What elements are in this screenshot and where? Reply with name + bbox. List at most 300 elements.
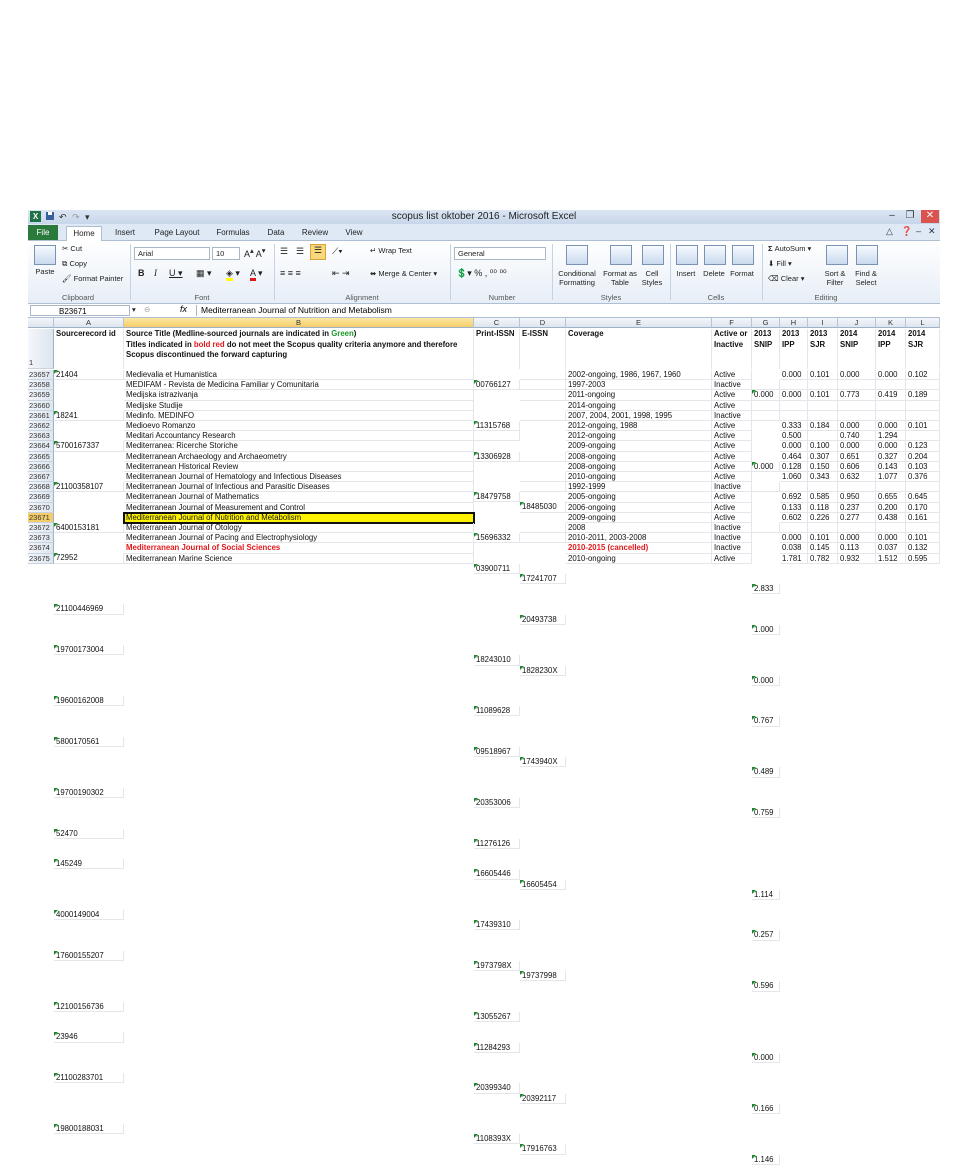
cell-l[interactable]: 0.189: [906, 390, 940, 400]
cell-h[interactable]: [780, 401, 808, 411]
cell-i[interactable]: [808, 431, 838, 441]
cell-i[interactable]: 0.226: [808, 513, 838, 523]
header-cell-a[interactable]: Sourcerecord id: [54, 329, 124, 369]
cell-c[interactable]: 11315768: [474, 421, 520, 431]
italic-icon[interactable]: I: [154, 268, 157, 278]
fill-color-icon[interactable]: ◈ ▾: [226, 268, 240, 279]
cell-b[interactable]: Mediterranean Journal of Infectious and Parasitic Diseases: [124, 482, 474, 492]
cell-f[interactable]: Active: [712, 421, 752, 431]
cell-k[interactable]: 1.512: [876, 554, 906, 564]
tab-view[interactable]: View: [345, 228, 363, 237]
cell-a[interactable]: 52470: [54, 829, 124, 839]
cell-d[interactable]: 17241707: [520, 574, 566, 584]
cell-b[interactable]: Mediterranean Journal of Social Sciences: [124, 543, 474, 553]
cell-b[interactable]: Medioevo Romanzo: [124, 421, 474, 431]
cell-i[interactable]: 0.343: [808, 472, 838, 482]
wrap-text-button[interactable]: [370, 246, 412, 255]
cell-a[interactable]: 19600162008: [54, 696, 124, 706]
cell-k[interactable]: 1.294: [876, 431, 906, 441]
cell-j[interactable]: 0.606: [838, 462, 876, 472]
column-header-c[interactable]: C: [474, 318, 520, 328]
formula-cancel-icon[interactable]: ⊖: [144, 305, 151, 314]
row-header[interactable]: 23674: [28, 543, 54, 553]
cell-e[interactable]: 2009-ongoing: [566, 513, 712, 523]
cell-h[interactable]: 0.038: [780, 543, 808, 553]
cell-h[interactable]: 0.692: [780, 492, 808, 502]
cell-b[interactable]: Medijska istrazivanja: [124, 390, 474, 400]
cell-h[interactable]: [780, 411, 808, 421]
cell-e[interactable]: 2002-ongoing, 1986, 1967, 1960: [566, 370, 712, 380]
cell-k[interactable]: 0.419: [876, 390, 906, 400]
cell-f[interactable]: Active: [712, 554, 752, 564]
cell-c[interactable]: 03900711: [474, 564, 520, 574]
cell-e[interactable]: 2008: [566, 523, 712, 533]
cell-f[interactable]: Inactive: [712, 523, 752, 533]
row-header[interactable]: 23669: [28, 492, 54, 502]
tab-formulas[interactable]: Formulas: [216, 228, 250, 237]
cell-j[interactable]: [838, 380, 876, 390]
cell-f[interactable]: Inactive: [712, 411, 752, 421]
row-header[interactable]: 23662: [28, 421, 54, 431]
cell-l[interactable]: 0.376: [906, 472, 940, 482]
column-header-l[interactable]: L: [906, 318, 940, 328]
tab-home[interactable]: Home: [66, 226, 102, 241]
cell-f[interactable]: Active: [712, 370, 752, 380]
cell-g[interactable]: [752, 411, 780, 421]
cell-j[interactable]: 0.000: [838, 441, 876, 451]
cell-l[interactable]: [906, 431, 940, 441]
cell-j[interactable]: 0.113: [838, 543, 876, 553]
cell-d[interactable]: [520, 482, 566, 492]
cell-l[interactable]: 0.170: [906, 503, 940, 513]
find-select-button[interactable]: Find & Select: [855, 269, 877, 287]
workbook-minimize-icon[interactable]: –: [916, 226, 922, 236]
workbook-close-icon[interactable]: ✕: [928, 226, 936, 236]
header-cell-l[interactable]: 2014 SJR: [906, 329, 940, 369]
orientation-icon[interactable]: ⟋▾: [332, 246, 343, 256]
format-as-table-button[interactable]: Format as Table: [603, 269, 637, 287]
cell-f[interactable]: Active: [712, 472, 752, 482]
cell-a[interactable]: 5800170561: [54, 737, 124, 747]
row-header[interactable]: 23658: [28, 380, 54, 390]
tab-review[interactable]: Review: [301, 228, 329, 237]
cell-f[interactable]: Active: [712, 492, 752, 502]
insert-function-icon[interactable]: fx: [180, 304, 188, 314]
cell-a[interactable]: 12100156736: [54, 1002, 124, 1012]
cell-i[interactable]: [808, 523, 838, 533]
cell-b[interactable]: Mediterranean Historical Review: [124, 462, 474, 472]
cell-k[interactable]: 0.000: [876, 370, 906, 380]
paste-icon[interactable]: [34, 245, 56, 265]
cell-f[interactable]: Inactive: [712, 543, 752, 553]
cell-a[interactable]: 21100446969: [54, 604, 124, 614]
cell-i[interactable]: 0.585: [808, 492, 838, 502]
cut-button[interactable]: [62, 244, 82, 253]
cell-j[interactable]: 0.932: [838, 554, 876, 564]
column-header-i[interactable]: I: [808, 318, 838, 328]
name-box[interactable]: B23671: [30, 305, 130, 316]
cell-c[interactable]: 1108393X: [474, 1134, 520, 1144]
cell-i[interactable]: [808, 411, 838, 421]
column-header-j[interactable]: J: [838, 318, 876, 328]
cell-k[interactable]: [876, 523, 906, 533]
cell-b[interactable]: Mediterranean Journal of Pacing and Electrophysiology: [124, 533, 474, 543]
format-cells-button[interactable]: Format: [730, 269, 754, 278]
cell-c[interactable]: [474, 431, 520, 441]
customize-qat-icon[interactable]: ▾: [85, 212, 90, 222]
cell-c[interactable]: 1973798X: [474, 961, 520, 971]
cell-f[interactable]: Active: [712, 513, 752, 523]
delete-cells-button[interactable]: Delete: [703, 269, 725, 278]
cell-styles-icon[interactable]: [642, 245, 664, 265]
cell-j[interactable]: [838, 482, 876, 492]
cell-g[interactable]: [752, 380, 780, 390]
cell-c[interactable]: 15696332: [474, 533, 520, 543]
cell-j[interactable]: 0.000: [838, 370, 876, 380]
cell-c[interactable]: 13306928: [474, 452, 520, 462]
cell-j[interactable]: [838, 411, 876, 421]
cell-h[interactable]: 0.464: [780, 452, 808, 462]
indent-icon[interactable]: ⇤ ⇥: [332, 268, 350, 278]
cell-c[interactable]: 20353006: [474, 798, 520, 808]
cell-b[interactable]: Mediterranea: Ricerche Storiche: [124, 441, 474, 451]
cell-k[interactable]: [876, 380, 906, 390]
cell-e[interactable]: 2006-ongoing: [566, 503, 712, 513]
cell-b[interactable]: Mediterranean Journal of Otology: [124, 523, 474, 533]
font-size-select[interactable]: 10: [212, 247, 240, 260]
header-cell-j[interactable]: 2014 SNIP: [838, 329, 876, 369]
cell-j[interactable]: 0.773: [838, 390, 876, 400]
cell-d[interactable]: [520, 452, 566, 462]
cell-g[interactable]: 0.759: [752, 808, 780, 818]
tab-insert[interactable]: Insert: [114, 228, 135, 237]
cell-b[interactable]: Mediterranean Journal of Mathematics: [124, 492, 474, 502]
row-header[interactable]: 23670: [28, 503, 54, 513]
cell-e[interactable]: 2010-ongoing: [566, 472, 712, 482]
cell-e[interactable]: 2010-ongoing: [566, 554, 712, 564]
cell-g[interactable]: 0.257: [752, 930, 780, 940]
format-as-table-icon[interactable]: [610, 245, 632, 265]
cell-i[interactable]: [808, 482, 838, 492]
cell-l[interactable]: [906, 411, 940, 421]
cell-j[interactable]: [838, 401, 876, 411]
cell-j[interactable]: 0.950: [838, 492, 876, 502]
cell-k[interactable]: 0.327: [876, 452, 906, 462]
cell-a[interactable]: 17600155207: [54, 951, 124, 961]
cell-g[interactable]: 2.833: [752, 584, 780, 594]
cell-i[interactable]: 0.100: [808, 441, 838, 451]
header-cell-h[interactable]: 2013 IPP: [780, 329, 808, 369]
cell-k[interactable]: 0.037: [876, 543, 906, 553]
header-cell-c[interactable]: Print-ISSN: [474, 329, 520, 369]
cell-k[interactable]: [876, 401, 906, 411]
column-header-f[interactable]: F: [712, 318, 752, 328]
cell-l[interactable]: 0.101: [906, 533, 940, 543]
cell-b[interactable]: Medinfo. MEDINFO: [124, 411, 474, 421]
cell-l[interactable]: 0.102: [906, 370, 940, 380]
cell-h[interactable]: 0.602: [780, 513, 808, 523]
cell-g[interactable]: 0.489: [752, 767, 780, 777]
sort-filter-button[interactable]: Sort & Filter: [824, 269, 846, 287]
cell-g[interactable]: 1.146: [752, 1155, 780, 1165]
cell-j[interactable]: 0.632: [838, 472, 876, 482]
cell-i[interactable]: 0.101: [808, 370, 838, 380]
cell-e[interactable]: 2012-ongoing: [566, 431, 712, 441]
cell-k[interactable]: [876, 482, 906, 492]
row-header[interactable]: 23672: [28, 523, 54, 533]
header-cell-k[interactable]: 2014 IPP: [876, 329, 906, 369]
cell-g[interactable]: [752, 401, 780, 411]
cell-g[interactable]: 1.000: [752, 625, 780, 635]
cell-c[interactable]: 20399340: [474, 1083, 520, 1093]
row-header[interactable]: 23660: [28, 401, 54, 411]
tab-file[interactable]: File: [28, 225, 58, 240]
fill-button[interactable]: ⬇ Fill ▾: [768, 259, 792, 268]
cell-g[interactable]: 0.166: [752, 1104, 780, 1114]
cell-e[interactable]: 2005-ongoing: [566, 492, 712, 502]
cell-f[interactable]: Active: [712, 503, 752, 513]
cell-k[interactable]: [876, 411, 906, 421]
cell-i[interactable]: 0.184: [808, 421, 838, 431]
cell-h[interactable]: 0.333: [780, 421, 808, 431]
cell-b[interactable]: Mediterranean Journal of Nutrition and Metabolism: [124, 513, 474, 523]
cell-i[interactable]: 0.150: [808, 462, 838, 472]
cell-d[interactable]: [520, 370, 566, 380]
cell-i[interactable]: 0.782: [808, 554, 838, 564]
cell-g[interactable]: 1.114: [752, 890, 780, 900]
cell-g[interactable]: [752, 482, 780, 492]
undo-icon[interactable]: ↶: [59, 212, 67, 222]
cell-k[interactable]: 0.438: [876, 513, 906, 523]
cell-d[interactable]: [520, 390, 566, 400]
minimize-ribbon-icon[interactable]: △: [886, 226, 893, 236]
column-header-h[interactable]: H: [780, 318, 808, 328]
cell-i[interactable]: [808, 380, 838, 390]
cell-j[interactable]: [838, 523, 876, 533]
cell-b[interactable]: Medievalia et Humanistica: [124, 370, 474, 380]
cell-g[interactable]: 0.596: [752, 981, 780, 991]
cell-a[interactable]: 21100283701: [54, 1073, 124, 1083]
row-header[interactable]: 23664: [28, 441, 54, 451]
cell-d[interactable]: 16605454: [520, 880, 566, 890]
insert-cells-button[interactable]: Insert: [676, 269, 696, 278]
name-box-dropdown-icon[interactable]: ▾: [132, 305, 136, 314]
cell-k[interactable]: 1.077: [876, 472, 906, 482]
cell-b[interactable]: Mediterranean Marine Science: [124, 554, 474, 564]
cell-e[interactable]: 2007, 2004, 2001, 1998, 1995: [566, 411, 712, 421]
cell-j[interactable]: 0.740: [838, 431, 876, 441]
underline-icon[interactable]: U ▾: [169, 268, 183, 278]
find-select-icon[interactable]: [856, 245, 878, 265]
cell-l[interactable]: [906, 380, 940, 390]
row-header[interactable]: 23663: [28, 431, 54, 441]
cell-a[interactable]: 21100358107: [54, 482, 124, 492]
cell-l[interactable]: 0.101: [906, 421, 940, 431]
cell-d[interactable]: [520, 411, 566, 421]
cell-j[interactable]: 0.000: [838, 421, 876, 431]
column-header-e[interactable]: E: [566, 318, 712, 328]
row-header[interactable]: 23671: [28, 513, 54, 523]
cell-e[interactable]: 2014-ongoing: [566, 401, 712, 411]
delete-cells-icon[interactable]: [704, 245, 726, 265]
header-cell-b[interactable]: [124, 329, 474, 369]
cell-h[interactable]: 0.000: [780, 390, 808, 400]
cell-c[interactable]: 11276126: [474, 839, 520, 849]
cell-h[interactable]: 0.128: [780, 462, 808, 472]
cell-b[interactable]: Mediterranean Journal of Hematology and Infectious Diseases: [124, 472, 474, 482]
cell-a[interactable]: 23946: [54, 1032, 124, 1042]
cell-b[interactable]: Mediterranean Archaeology and Archaeometry: [124, 452, 474, 462]
row-header[interactable]: 23667: [28, 472, 54, 482]
close-icon[interactable]: ✕: [921, 210, 939, 223]
row-header[interactable]: 1: [28, 329, 54, 369]
column-header-b[interactable]: B: [124, 318, 474, 328]
row-header[interactable]: 23665: [28, 452, 54, 462]
row-header[interactable]: 23673: [28, 533, 54, 543]
cell-d[interactable]: [520, 523, 566, 533]
minimize-icon[interactable]: –: [889, 210, 895, 221]
format-cells-icon[interactable]: [732, 245, 754, 265]
cell-k[interactable]: 0.000: [876, 421, 906, 431]
conditional-formatting-icon[interactable]: [566, 245, 588, 265]
tab-page-layout[interactable]: Page Layout: [154, 228, 200, 237]
cell-h[interactable]: [780, 523, 808, 533]
cell-a[interactable]: 145249: [54, 859, 124, 869]
header-cell-d[interactable]: E-ISSN: [520, 329, 566, 369]
cell-d[interactable]: 20392117: [520, 1094, 566, 1104]
cell-d[interactable]: 18485030: [520, 502, 566, 512]
header-cell-f[interactable]: Active or Inactive: [712, 329, 752, 369]
cell-d[interactable]: [520, 503, 566, 513]
cell-l[interactable]: 0.123: [906, 441, 940, 451]
cell-b[interactable]: MEDIFAM - Revista de Medicina Familiar y Comunitaria: [124, 380, 474, 390]
cell-k[interactable]: 0.000: [876, 441, 906, 451]
cell-i[interactable]: [808, 401, 838, 411]
tab-data[interactable]: Data: [267, 228, 285, 237]
cell-c[interactable]: 09518967: [474, 747, 520, 757]
cell-c[interactable]: 18479758: [474, 492, 520, 502]
cell-styles-button[interactable]: Cell Styles: [641, 269, 663, 287]
cell-e[interactable]: 1992-1999: [566, 482, 712, 492]
cell-h[interactable]: 0.500: [780, 431, 808, 441]
cell-k[interactable]: 0.143: [876, 462, 906, 472]
cell-a[interactable]: 6400153181: [54, 523, 124, 533]
top-align-icon[interactable]: ☰: [280, 246, 289, 256]
accounting-format-icon[interactable]: 💲▾ % , ⁰⁰ ⁰⁰: [456, 268, 507, 278]
copy-button[interactable]: [62, 259, 87, 269]
cell-a[interactable]: 19700190302: [54, 788, 124, 798]
cell-e[interactable]: 1997-2003: [566, 380, 712, 390]
cell-f[interactable]: Inactive: [712, 380, 752, 390]
number-format-select[interactable]: General: [454, 247, 546, 260]
cell-h[interactable]: [780, 380, 808, 390]
row-header[interactable]: 23659: [28, 390, 54, 400]
cell-h[interactable]: 1.781: [780, 554, 808, 564]
cell-i[interactable]: 0.145: [808, 543, 838, 553]
insert-cells-icon[interactable]: [676, 245, 698, 265]
bold-icon[interactable]: B: [138, 268, 145, 278]
cell-j[interactable]: 0.000: [838, 533, 876, 543]
cell-f[interactable]: Inactive: [712, 533, 752, 543]
cell-k[interactable]: 0.655: [876, 492, 906, 502]
cell-a[interactable]: 72952: [54, 553, 124, 563]
cell-a[interactable]: 4000149004: [54, 910, 124, 920]
cell-l[interactable]: 0.132: [906, 543, 940, 553]
cell-h[interactable]: 0.000: [780, 533, 808, 543]
clear-button[interactable]: ⌫ Clear ▾: [768, 274, 805, 283]
cell-j[interactable]: 0.237: [838, 503, 876, 513]
middle-align-icon[interactable]: ☰: [296, 246, 305, 256]
cell-f[interactable]: Active: [712, 462, 752, 472]
grow-font-icon[interactable]: A▴ A▾: [244, 246, 266, 259]
column-header-k[interactable]: K: [876, 318, 906, 328]
cell-h[interactable]: 1.060: [780, 472, 808, 482]
cell-l[interactable]: 0.595: [906, 554, 940, 564]
cell-c[interactable]: 13055267: [474, 1012, 520, 1022]
column-header-d[interactable]: D: [520, 318, 566, 328]
cell-g[interactable]: 0.000: [752, 1053, 780, 1063]
cell-l[interactable]: [906, 523, 940, 533]
cell-d[interactable]: 20493738: [520, 615, 566, 625]
cell-e[interactable]: 2010-2011, 2003-2008: [566, 533, 712, 543]
cell-a[interactable]: 19800188031: [54, 1124, 124, 1134]
cell-g[interactable]: 0.000: [752, 390, 780, 400]
select-all-corner[interactable]: [28, 318, 54, 328]
format-painter-button[interactable]: [62, 274, 123, 283]
cell-l[interactable]: [906, 482, 940, 492]
cell-i[interactable]: 0.118: [808, 503, 838, 513]
cell-f[interactable]: Active: [712, 452, 752, 462]
font-name-select[interactable]: Arial: [134, 247, 210, 260]
cell-f[interactable]: Active: [712, 441, 752, 451]
cell-a[interactable]: 21404: [54, 370, 124, 380]
cell-f[interactable]: Inactive: [712, 482, 752, 492]
cell-c[interactable]: 11089628: [474, 706, 520, 716]
row-header[interactable]: 23657: [28, 370, 54, 380]
cell-d[interactable]: 17916763: [520, 1144, 566, 1154]
cell-k[interactable]: 0.000: [876, 533, 906, 543]
cell-j[interactable]: 0.277: [838, 513, 876, 523]
formula-input[interactable]: Mediterranean Journal of Nutrition and Metabolism: [196, 305, 945, 316]
align-left-icon[interactable]: ≡ ≡ ≡: [280, 268, 301, 278]
header-cell-i[interactable]: 2013 SJR: [808, 329, 838, 369]
row-header[interactable]: 23661: [28, 411, 54, 421]
cell-i[interactable]: 0.101: [808, 390, 838, 400]
row-header[interactable]: 23668: [28, 482, 54, 492]
row-header[interactable]: 23666: [28, 462, 54, 472]
cell-g[interactable]: 0.000: [752, 462, 780, 472]
cell-e[interactable]: 2008-ongoing: [566, 462, 712, 472]
column-header-g[interactable]: G: [752, 318, 780, 328]
cell-c[interactable]: 18243010: [474, 655, 520, 665]
cell-d[interactable]: [520, 472, 566, 482]
cell-b[interactable]: Medijske Studije: [124, 401, 474, 411]
restore-icon[interactable]: ❐: [905, 210, 915, 221]
paste-button[interactable]: Paste: [35, 267, 55, 276]
cell-l[interactable]: 0.645: [906, 492, 940, 502]
cell-e[interactable]: 2008-ongoing: [566, 452, 712, 462]
conditional-formatting-button[interactable]: Conditional Formatting: [558, 269, 596, 287]
cell-h[interactable]: 0.000: [780, 441, 808, 451]
header-cell-g[interactable]: 2013 SNIP: [752, 329, 780, 369]
cell-g[interactable]: 0.767: [752, 716, 780, 726]
cell-c[interactable]: 00766127: [474, 380, 520, 390]
cell-d[interactable]: [520, 380, 566, 390]
cell-h[interactable]: [780, 482, 808, 492]
cell-h[interactable]: 0.133: [780, 503, 808, 513]
sort-filter-icon[interactable]: [826, 245, 848, 265]
cell-a[interactable]: 18241: [54, 411, 124, 421]
